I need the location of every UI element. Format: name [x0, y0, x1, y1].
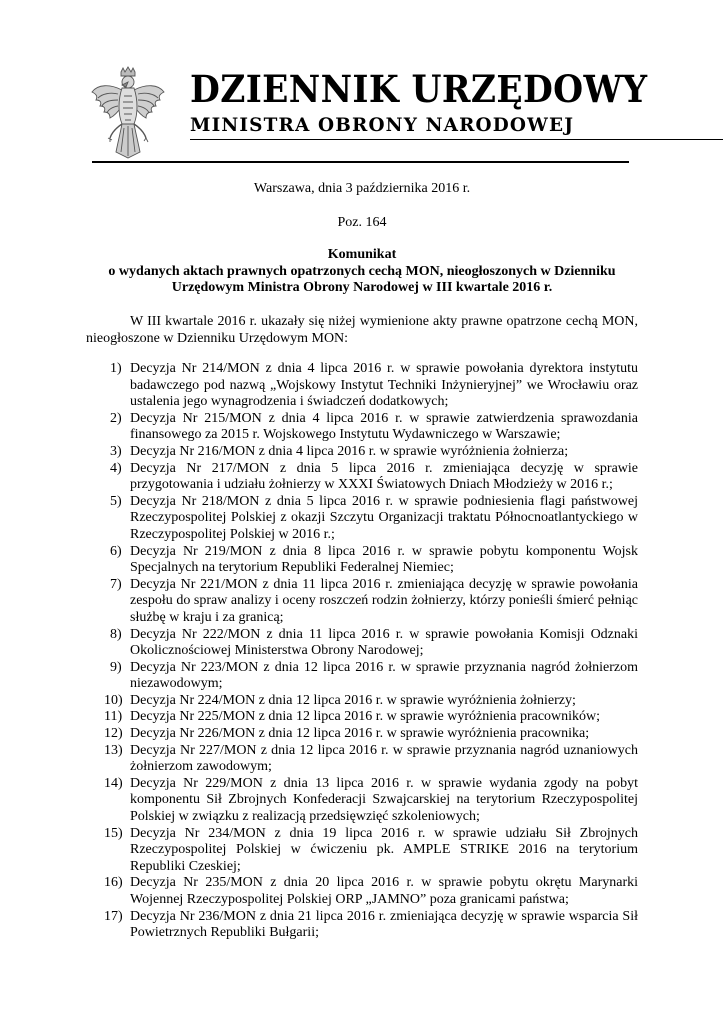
journal-title: DZIENNIK URZĘDOWY	[190, 67, 648, 111]
list-item-number: 2)	[110, 410, 122, 426]
list-item-number: 9)	[110, 659, 122, 675]
polish-eagle-emblem-icon	[88, 66, 168, 160]
list-item-number: 17)	[104, 908, 123, 924]
list-item-text: Decyzja Nr 234/MON z dnia 19 lipca 2016 r. w sprawie udziału Sił Zbrojnych Rzeczypospolitej Polskiej w ćwiczeniu pk. AMPLE STRIKE 2016 na terytorium Republiki Czeskiej;	[130, 825, 638, 874]
list-item	[86, 627, 638, 660]
list-item	[86, 726, 638, 743]
list-item-text: Decyzja Nr 224/MON z dnia 12 lipca 2016 r. w sprawie wyróżnienia żołnierzy;	[130, 692, 576, 708]
announcement-title	[86, 247, 638, 297]
list-item-number: 10)	[104, 692, 123, 708]
list-item-number: 15)	[104, 825, 123, 841]
list-item-text: Decyzja Nr 236/MON z dnia 21 lipca 2016 r. zmieniająca decyzję w sprawie wsparcia Sił Powietrznych Republiki Bułgarii;	[130, 908, 638, 941]
list-item-text: Decyzja Nr 223/MON z dnia 12 lipca 2016 r. w sprawie przyznania nagród żołnierzom niezawodowym;	[130, 659, 638, 692]
list-item-number: 4)	[110, 460, 122, 476]
list-item	[86, 361, 638, 411]
announcement-subject-line-2: Urzędowym Ministra Obrony Narodowej w III kwartale 2016 r.	[171, 280, 553, 295]
intro-paragraph: W III kwartale 2016 r. ukazały się niżej wymienione akty prawne opatrzone cechą MON, nieogłoszone w Dzienniku Urzędowym MON:	[86, 314, 638, 346]
list-item	[86, 494, 638, 544]
list-item-text: Decyzja Nr 222/MON z dnia 11 lipca 2016 r. w sprawie powołania Komisji Odznaki Okolicznościowej Ministerstwa Obrony Narodowej;	[130, 626, 638, 659]
list-item-number: 13)	[104, 742, 123, 758]
list-item-text: Decyzja Nr 216/MON z dnia 4 lipca 2016 r. w sprawie wyróżnienia żołnierza;	[130, 443, 569, 459]
list-item-text: Decyzja Nr 227/MON z dnia 12 lipca 2016 r. w sprawie przyznania nagród uznaniowych żołnierzom zawodowym;	[130, 742, 638, 775]
list-item-number: 11)	[104, 709, 123, 725]
masthead-rule	[92, 161, 629, 163]
list-item-text: Decyzja Nr 219/MON z dnia 8 lipca 2016 r. w sprawie pobytu komponentu Wojsk Specjalnych na terytorium Republiki Federalnej Niemiec;	[130, 543, 638, 576]
list-item-number: 1)	[110, 361, 122, 376]
list-item-text: Decyzja Nr 235/MON z dnia 20 lipca 2016 r. w sprawie pobytu okrętu Marynarki Wojennej Rzeczypospolitej Polskiej ORP „JAMNO” poza granicami państwa;	[130, 875, 638, 907]
list-item-text: Decyzja Nr 218/MON z dnia 5 lipca 2016 r. w sprawie podniesienia flagi państwowej Rzeczypospolitej Polskiej z okazji Szczytu Organizacji traktatu Północnoatlantyckiego w Rzeczypospolitej Polskiej w 2016 r.;	[130, 493, 638, 542]
list-item-number: 6)	[110, 543, 122, 559]
list-item-text: Decyzja Nr 225/MON z dnia 12 lipca 2016 r. w sprawie wyróżnienia pracowników;	[130, 709, 601, 725]
list-item-number: 12)	[104, 726, 123, 742]
list-item-text: Decyzja Nr 229/MON z dnia 13 lipca 2016 r. w sprawie wydania zgody na pobyt komponentu Sił Zbrojnych Konfederacji Szwajcarskiej na terytorium Rzeczypospolitej Polskiej w związku z realizacją przedsięwzięć szkoleniowych;	[130, 775, 638, 825]
list-item-text: Decyzja Nr 221/MON z dnia 11 lipca 2016 r. zmieniająca decyzję w sprawie powołania zespołu do spraw analizy i oceny roszczeń rodzin żołnierzy, którzy ponieśli śmierć pełniąc służbę w kraju i za granicą;	[130, 576, 638, 625]
list-item	[86, 577, 638, 627]
masthead	[88, 66, 648, 166]
list-item-text: Decyzja Nr 214/MON z dnia 4 lipca 2016 r. w sprawie powołania dyrektora instytutu badawczego pod nazwą „Wojskowy Instytut Techniki Inżynieryjnej” we Wrocławiu oraz ustalenia jego wynagrodzenia i świadczeń dodatkowych;	[130, 361, 638, 410]
announcement-subject-line-1: o wydanych aktach prawnych opatrzonych cechą MON, nieogłoszonych w Dzienniku	[108, 263, 616, 279]
list-item	[86, 743, 638, 776]
masthead-underline	[190, 139, 723, 140]
list-item	[86, 826, 638, 876]
list-item	[86, 709, 638, 726]
list-item	[86, 411, 638, 444]
list-item-text: Decyzja Nr 226/MON z dnia 12 lipca 2016 r. w sprawie wyróżnienia pracownika;	[130, 726, 590, 742]
list-item-number: 16)	[104, 875, 123, 891]
list-item	[86, 660, 638, 693]
list-item	[86, 909, 638, 942]
place-and-date: Warszawa, dnia 3 października 2016 r.	[253, 181, 471, 196]
list-item	[86, 875, 638, 908]
list-item-number: 5)	[110, 493, 122, 509]
position-number: Poz. 164	[337, 215, 387, 230]
list-item-number: 8)	[110, 626, 122, 642]
list-item	[86, 461, 638, 494]
list-item-number: 7)	[110, 576, 122, 592]
list-item	[86, 693, 638, 710]
list-item-number: 14)	[104, 775, 123, 791]
list-item	[86, 776, 638, 826]
list-item-number: 3)	[110, 443, 122, 459]
list-item-text: Decyzja Nr 217/MON z dnia 5 lipca 2016 r. zmieniająca decyzję w sprawie przygotowania i udziału żołnierzy w XXXI Światowych Dniach Młodzieży w 2016 r.;	[130, 460, 638, 493]
list-item	[86, 444, 638, 461]
list-item-text: Decyzja Nr 215/MON z dnia 4 lipca 2016 r. w sprawie zatwierdzenia sprawozdania finansowego za 2015 r. Wojskowego Instytutu Wydawniczego w Warszawie;	[130, 410, 638, 443]
journal-subtitle: MINISTRA OBRONY NARODOWEJ	[190, 114, 575, 136]
list-item	[86, 544, 638, 577]
decisions-list	[86, 361, 638, 942]
announcement-heading: Komunikat	[327, 247, 397, 262]
